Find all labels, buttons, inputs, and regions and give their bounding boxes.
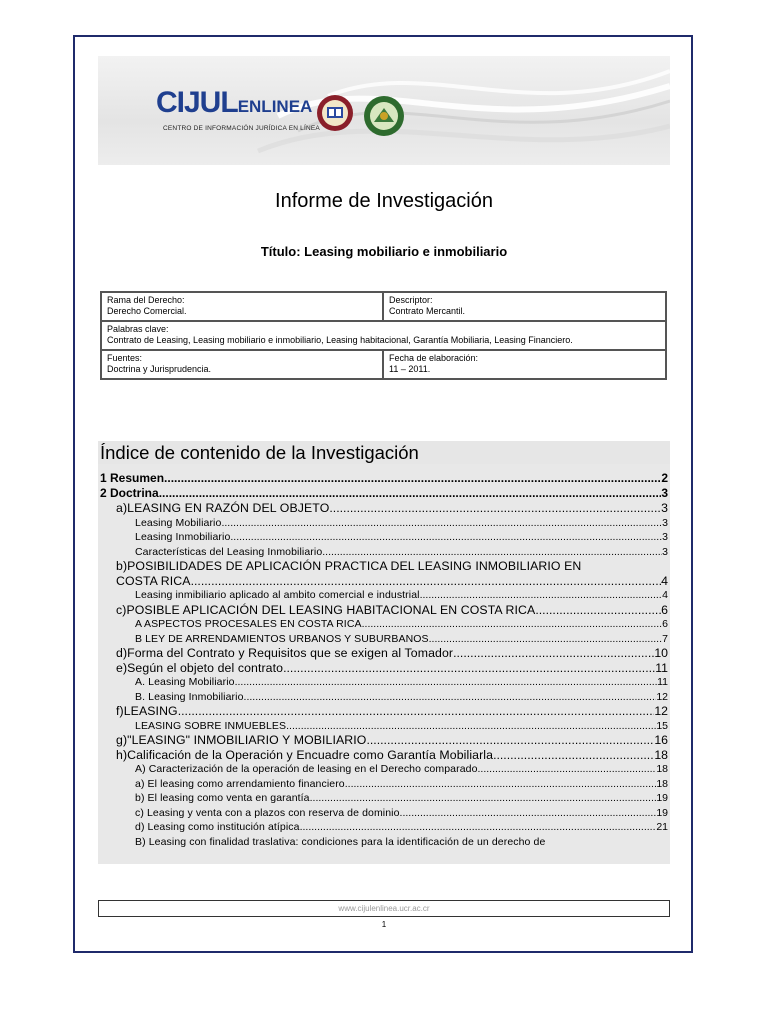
cijul-logo: CIJULENLINEA — [156, 86, 313, 119]
index-heading: Índice de contenido de la Investigación — [100, 442, 419, 463]
fecha-cell — [383, 350, 666, 379]
palabras-value: Contrato de Leasing, Leasing mobiliario e inmobiliario, Leasing habitacional, Garantía Mobiliaria, Leasing Financiero. — [107, 335, 573, 345]
faculty-seal-icon — [362, 94, 406, 138]
header-banner — [98, 56, 670, 165]
toc-entry[interactable]: COSTA RICA ..... 4 — [98, 574, 670, 589]
document-title: Informe de Investigación — [275, 190, 493, 212]
toc-entry[interactable]: f)LEASING ..... 12 — [98, 704, 670, 719]
index-heading-bar — [98, 441, 670, 464]
fecha-value: 11 – 2011. — [389, 364, 431, 374]
toc-entry[interactable]: d) Leasing como institución atípica ..... 21 — [98, 820, 670, 835]
toc-entry[interactable]: c) Leasing y venta con a plazos con reserva de dominio ..... 19 — [98, 806, 670, 821]
rama-label: Rama del Derecho: — [107, 295, 185, 305]
toc-entry[interactable]: 1 Resumen ..... 2 — [98, 471, 670, 486]
toc-entry[interactable]: LEASING SOBRE INMUEBLES ..... 15 — [98, 719, 670, 734]
info-table — [100, 291, 667, 380]
page-number: 1 — [381, 920, 387, 929]
toc-entry[interactable]: b)POSIBILIDADES DE APLICACIÓN PRACTICA DEL LEASING INMOBILIARIO EN — [116, 559, 582, 573]
toc-entry[interactable]: c)POSIBLE APLICACIÓN DEL LEASING HABITACIONAL EN COSTA RICA ..... 6 — [98, 603, 670, 618]
fuentes-value: Doctrina y Jurisprudencia. — [107, 364, 212, 374]
toc-entry[interactable]: Leasing Inmobiliario ..... 3 — [98, 530, 670, 545]
toc-entry[interactable]: g)"LEASING" INMOBILIARIO Y MOBILIARIO ..... 16 — [98, 733, 670, 748]
toc-entry[interactable]: h)Calificación de la Operación y Encuadre como Garantía Mobiliarla ..... 18 — [98, 748, 670, 763]
toc-entry[interactable]: Leasing Mobiliario ..... 3 — [98, 516, 670, 531]
palabras-label: Palabras clave: — [107, 324, 169, 334]
toc-entry[interactable]: B. Leasing Inmobiliario ..... 12 — [98, 690, 670, 705]
toc-entry[interactable]: a) El leasing como arrendamiento financiero ..... 18 — [98, 777, 670, 792]
toc-entry[interactable]: A ASPECTOS PROCESALES EN COSTA RICA ..... 6 — [98, 617, 670, 632]
descriptor-value: Contrato Mercantil. — [389, 306, 466, 316]
toc-entry[interactable]: 2 Doctrina ..... 3 — [98, 486, 670, 501]
footer-url[interactable]: www.cijulenlinea.ucr.ac.cr — [338, 904, 430, 913]
fuentes-cell — [101, 350, 383, 379]
toc-entry[interactable]: e)Según el objeto del contrato ..... 11 — [98, 661, 670, 676]
fuentes-label: Fuentes: — [107, 353, 143, 363]
toc-entry[interactable]: B LEY DE ARRENDAMIENTOS URBANOS Y SUBURBANOS ..... 7 — [98, 632, 670, 647]
toc-entry[interactable]: A) Caracterización de la operación de leasing en el Derecho comparado ..... 18 — [98, 762, 670, 777]
logo-tagline: CENTRO DE INFORMACIÓN JURÍDICA EN LÍNEA — [163, 125, 320, 132]
toc-entry[interactable]: Características del Leasing Inmobiliario ..... 3 — [98, 545, 670, 560]
descriptor-cell — [383, 292, 666, 321]
rama-value: Derecho Comercial. — [107, 306, 187, 316]
university-seal-icon — [316, 94, 354, 132]
toc-entry[interactable]: A. Leasing Mobiliario ..... 11 — [98, 675, 670, 690]
palabras-cell — [101, 321, 666, 350]
toc-entry[interactable]: Leasing inmibiliario aplicado al ambito comercial e industrial ..... 4 — [98, 588, 670, 603]
toc-entry[interactable]: a)LEASING EN RAZÓN DEL OBJETO ..... 3 — [98, 501, 670, 516]
toc-entry[interactable]: d)Forma del Contrato y Requisitos que se exigen al Tomador ..... 10 — [98, 646, 670, 661]
footer-url-box — [98, 900, 670, 917]
fecha-label: Fecha de elaboración: — [389, 353, 479, 363]
toc-entry[interactable]: b) El leasing como venta en garantía ..... 19 — [98, 791, 670, 806]
descriptor-label: Descriptor: — [389, 295, 433, 305]
rama-cell — [101, 292, 383, 321]
document-subtitle: Título: Leasing mobiliario e inmobiliario — [260, 244, 508, 259]
toc-entry[interactable]: B) Leasing con finalidad traslativa: condiciones para la identificación de un derecho de — [135, 835, 546, 848]
table-of-contents — [98, 471, 670, 849]
